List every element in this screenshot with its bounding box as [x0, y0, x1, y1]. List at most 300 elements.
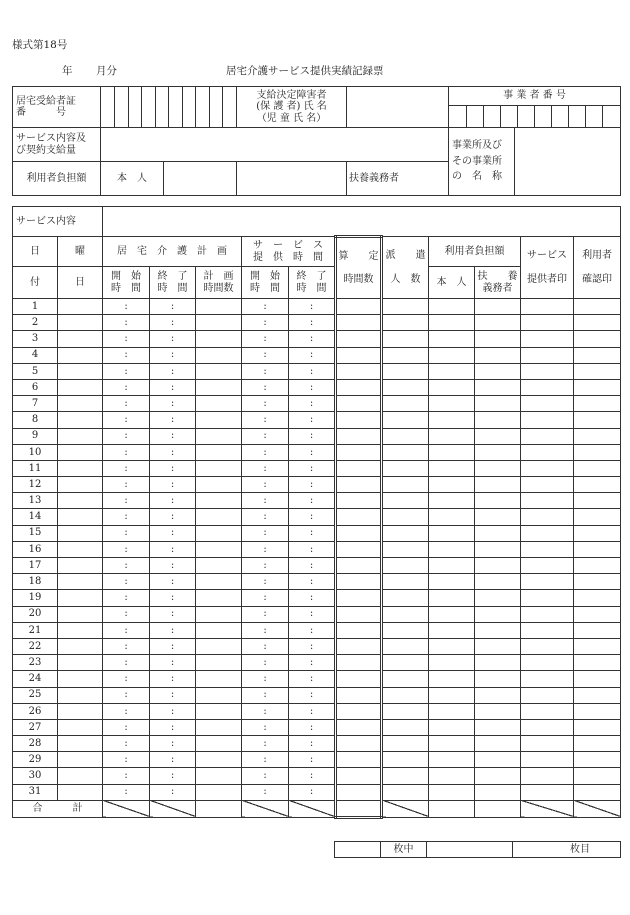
- time-cell[interactable]: :: [103, 379, 150, 395]
- record-cell[interactable]: [521, 299, 574, 315]
- time-cell[interactable]: :: [242, 638, 289, 654]
- record-cell[interactable]: [336, 784, 382, 800]
- record-cell[interactable]: [429, 671, 475, 687]
- time-cell[interactable]: :: [150, 412, 196, 428]
- record-cell[interactable]: [429, 606, 475, 622]
- time-cell[interactable]: :: [150, 655, 196, 671]
- record-cell[interactable]: [58, 622, 103, 638]
- time-cell[interactable]: :: [150, 703, 196, 719]
- record-cell[interactable]: [196, 396, 242, 412]
- record-cell[interactable]: [521, 687, 574, 703]
- time-cell[interactable]: :: [242, 315, 289, 331]
- time-cell[interactable]: :: [150, 622, 196, 638]
- sheet-no-value[interactable]: [427, 842, 513, 858]
- record-cell[interactable]: [336, 703, 382, 719]
- time-cell[interactable]: :: [150, 315, 196, 331]
- time-cell[interactable]: :: [150, 379, 196, 395]
- record-cell[interactable]: [475, 558, 521, 574]
- record-cell[interactable]: [574, 525, 621, 541]
- record-cell[interactable]: [475, 687, 521, 703]
- record-cell[interactable]: [521, 638, 574, 654]
- time-cell[interactable]: :: [150, 590, 196, 606]
- record-cell[interactable]: [196, 315, 242, 331]
- time-cell[interactable]: :: [103, 687, 150, 703]
- time-cell[interactable]: :: [103, 719, 150, 735]
- record-cell[interactable]: [336, 687, 382, 703]
- time-cell[interactable]: :: [242, 590, 289, 606]
- record-cell[interactable]: [196, 331, 242, 347]
- time-cell[interactable]: :: [150, 493, 196, 509]
- total-calc-hours[interactable]: [336, 800, 382, 817]
- record-cell[interactable]: [475, 768, 521, 784]
- time-cell[interactable]: :: [289, 444, 336, 460]
- time-cell[interactable]: :: [150, 541, 196, 557]
- time-cell[interactable]: :: [103, 493, 150, 509]
- record-cell[interactable]: [521, 574, 574, 590]
- time-cell[interactable]: :: [289, 396, 336, 412]
- time-cell[interactable]: :: [103, 509, 150, 525]
- record-cell[interactable]: [475, 396, 521, 412]
- record-cell[interactable]: [336, 493, 382, 509]
- record-cell[interactable]: [521, 736, 574, 752]
- record-cell[interactable]: [196, 606, 242, 622]
- record-cell[interactable]: [574, 784, 621, 800]
- time-cell[interactable]: :: [242, 331, 289, 347]
- record-cell[interactable]: [429, 736, 475, 752]
- time-cell[interactable]: :: [103, 590, 150, 606]
- record-cell[interactable]: [574, 606, 621, 622]
- record-cell[interactable]: [336, 590, 382, 606]
- record-cell[interactable]: [521, 525, 574, 541]
- record-cell[interactable]: [574, 493, 621, 509]
- time-cell[interactable]: :: [150, 299, 196, 315]
- record-cell[interactable]: [521, 509, 574, 525]
- record-cell[interactable]: [475, 622, 521, 638]
- record-cell[interactable]: [58, 574, 103, 590]
- time-cell[interactable]: :: [242, 655, 289, 671]
- time-cell[interactable]: :: [103, 363, 150, 379]
- time-cell[interactable]: :: [289, 606, 336, 622]
- record-cell[interactable]: [475, 671, 521, 687]
- record-cell[interactable]: [475, 606, 521, 622]
- time-cell[interactable]: :: [242, 622, 289, 638]
- record-cell[interactable]: [382, 444, 429, 460]
- record-cell[interactable]: [574, 363, 621, 379]
- record-cell[interactable]: [574, 638, 621, 654]
- record-cell[interactable]: [336, 525, 382, 541]
- time-cell[interactable]: :: [103, 784, 150, 800]
- burden-blank[interactable]: [237, 162, 347, 196]
- time-cell[interactable]: :: [242, 671, 289, 687]
- record-cell[interactable]: [574, 379, 621, 395]
- time-cell[interactable]: :: [150, 477, 196, 493]
- record-cell[interactable]: [196, 558, 242, 574]
- record-cell[interactable]: [475, 525, 521, 541]
- record-cell[interactable]: [521, 444, 574, 460]
- time-cell[interactable]: :: [103, 768, 150, 784]
- record-cell[interactable]: [336, 396, 382, 412]
- record-cell[interactable]: [521, 768, 574, 784]
- time-cell[interactable]: :: [242, 768, 289, 784]
- record-cell[interactable]: [382, 719, 429, 735]
- time-cell[interactable]: :: [150, 460, 196, 476]
- record-cell[interactable]: [429, 687, 475, 703]
- record-cell[interactable]: [475, 736, 521, 752]
- record-cell[interactable]: [336, 315, 382, 331]
- time-cell[interactable]: :: [103, 331, 150, 347]
- record-cell[interactable]: [58, 590, 103, 606]
- record-cell[interactable]: [336, 363, 382, 379]
- record-cell[interactable]: [196, 638, 242, 654]
- record-cell[interactable]: [475, 331, 521, 347]
- time-cell[interactable]: :: [289, 509, 336, 525]
- record-cell[interactable]: [382, 412, 429, 428]
- record-cell[interactable]: [475, 784, 521, 800]
- time-cell[interactable]: :: [103, 460, 150, 476]
- time-cell[interactable]: :: [150, 752, 196, 768]
- record-cell[interactable]: [574, 477, 621, 493]
- time-cell[interactable]: :: [289, 655, 336, 671]
- record-cell[interactable]: [382, 428, 429, 444]
- record-cell[interactable]: [475, 299, 521, 315]
- record-cell[interactable]: [475, 541, 521, 557]
- time-cell[interactable]: :: [242, 396, 289, 412]
- record-cell[interactable]: [429, 574, 475, 590]
- total-cell[interactable]: [475, 800, 521, 817]
- time-cell[interactable]: :: [150, 784, 196, 800]
- record-cell[interactable]: [58, 768, 103, 784]
- record-cell[interactable]: [574, 347, 621, 363]
- record-cell[interactable]: [574, 655, 621, 671]
- time-cell[interactable]: :: [289, 590, 336, 606]
- record-cell[interactable]: [196, 428, 242, 444]
- record-cell[interactable]: [382, 622, 429, 638]
- record-cell[interactable]: [521, 379, 574, 395]
- record-cell[interactable]: [475, 347, 521, 363]
- record-cell[interactable]: [574, 331, 621, 347]
- time-cell[interactable]: :: [242, 347, 289, 363]
- record-cell[interactable]: [429, 396, 475, 412]
- record-cell[interactable]: [521, 622, 574, 638]
- time-cell[interactable]: :: [242, 736, 289, 752]
- time-cell[interactable]: :: [150, 574, 196, 590]
- record-cell[interactable]: [58, 315, 103, 331]
- record-cell[interactable]: [429, 379, 475, 395]
- business-no-boxes[interactable]: [449, 106, 620, 127]
- record-cell[interactable]: [336, 412, 382, 428]
- record-cell[interactable]: [574, 299, 621, 315]
- record-cell[interactable]: [521, 477, 574, 493]
- time-cell[interactable]: :: [289, 460, 336, 476]
- record-cell[interactable]: [574, 460, 621, 476]
- record-cell[interactable]: [382, 671, 429, 687]
- record-cell[interactable]: [574, 687, 621, 703]
- record-cell[interactable]: [521, 752, 574, 768]
- office-name[interactable]: [515, 128, 621, 196]
- record-cell[interactable]: [574, 541, 621, 557]
- record-cell[interactable]: [382, 541, 429, 557]
- record-cell[interactable]: [58, 784, 103, 800]
- record-cell[interactable]: [521, 347, 574, 363]
- record-cell[interactable]: [475, 703, 521, 719]
- time-cell[interactable]: :: [289, 541, 336, 557]
- record-cell[interactable]: [429, 299, 475, 315]
- record-cell[interactable]: [521, 703, 574, 719]
- time-cell[interactable]: :: [150, 509, 196, 525]
- time-cell[interactable]: :: [103, 347, 150, 363]
- record-cell[interactable]: [58, 606, 103, 622]
- time-cell[interactable]: :: [150, 687, 196, 703]
- record-cell[interactable]: [58, 509, 103, 525]
- time-cell[interactable]: :: [150, 363, 196, 379]
- time-cell[interactable]: :: [289, 331, 336, 347]
- record-cell[interactable]: [382, 379, 429, 395]
- record-cell[interactable]: [336, 768, 382, 784]
- time-cell[interactable]: :: [103, 671, 150, 687]
- record-cell[interactable]: [336, 752, 382, 768]
- time-cell[interactable]: :: [103, 315, 150, 331]
- time-cell[interactable]: :: [150, 719, 196, 735]
- record-cell[interactable]: [336, 509, 382, 525]
- decision-holder-name[interactable]: [347, 87, 449, 128]
- record-cell[interactable]: [429, 460, 475, 476]
- record-cell[interactable]: [382, 477, 429, 493]
- time-cell[interactable]: :: [150, 671, 196, 687]
- record-cell[interactable]: [336, 347, 382, 363]
- record-cell[interactable]: [58, 444, 103, 460]
- record-cell[interactable]: [58, 412, 103, 428]
- time-cell[interactable]: :: [289, 347, 336, 363]
- record-cell[interactable]: [574, 396, 621, 412]
- total-cell[interactable]: [429, 800, 475, 817]
- time-cell[interactable]: :: [289, 558, 336, 574]
- record-cell[interactable]: [521, 315, 574, 331]
- time-cell[interactable]: :: [242, 541, 289, 557]
- record-cell[interactable]: [382, 606, 429, 622]
- record-cell[interactable]: [336, 299, 382, 315]
- record-cell[interactable]: [196, 525, 242, 541]
- record-cell[interactable]: [429, 363, 475, 379]
- record-cell[interactable]: [574, 412, 621, 428]
- record-cell[interactable]: [475, 315, 521, 331]
- record-cell[interactable]: [196, 574, 242, 590]
- record-cell[interactable]: [475, 379, 521, 395]
- record-cell[interactable]: [429, 638, 475, 654]
- time-cell[interactable]: :: [242, 299, 289, 315]
- record-cell[interactable]: [382, 299, 429, 315]
- record-cell[interactable]: [521, 590, 574, 606]
- time-cell[interactable]: :: [150, 736, 196, 752]
- record-cell[interactable]: [58, 363, 103, 379]
- time-cell[interactable]: :: [289, 525, 336, 541]
- time-cell[interactable]: :: [242, 525, 289, 541]
- record-cell[interactable]: [521, 606, 574, 622]
- time-cell[interactable]: :: [242, 752, 289, 768]
- record-cell[interactable]: [336, 622, 382, 638]
- time-cell[interactable]: :: [103, 396, 150, 412]
- time-cell[interactable]: :: [289, 736, 336, 752]
- record-cell[interactable]: [336, 655, 382, 671]
- record-cell[interactable]: [196, 363, 242, 379]
- time-cell[interactable]: :: [289, 493, 336, 509]
- record-cell[interactable]: [336, 541, 382, 557]
- burden-self-value[interactable]: [164, 162, 237, 195]
- record-cell[interactable]: [429, 347, 475, 363]
- record-cell[interactable]: [58, 719, 103, 735]
- recipient-no-boxes[interactable]: [101, 87, 237, 128]
- time-cell[interactable]: :: [150, 428, 196, 444]
- time-cell[interactable]: :: [242, 703, 289, 719]
- record-cell[interactable]: [574, 574, 621, 590]
- record-cell[interactable]: [429, 477, 475, 493]
- record-cell[interactable]: [58, 638, 103, 654]
- record-cell[interactable]: [336, 606, 382, 622]
- record-cell[interactable]: [58, 379, 103, 395]
- record-cell[interactable]: [475, 428, 521, 444]
- record-cell[interactable]: [58, 347, 103, 363]
- record-cell[interactable]: [382, 509, 429, 525]
- time-cell[interactable]: :: [289, 477, 336, 493]
- time-cell[interactable]: :: [103, 638, 150, 654]
- record-cell[interactable]: [574, 752, 621, 768]
- record-cell[interactable]: [58, 558, 103, 574]
- record-cell[interactable]: [574, 315, 621, 331]
- time-cell[interactable]: :: [289, 622, 336, 638]
- time-cell[interactable]: :: [150, 347, 196, 363]
- time-cell[interactable]: :: [103, 477, 150, 493]
- time-cell[interactable]: :: [289, 412, 336, 428]
- time-cell[interactable]: :: [150, 638, 196, 654]
- record-cell[interactable]: [475, 493, 521, 509]
- record-cell[interactable]: [521, 655, 574, 671]
- record-cell[interactable]: [336, 736, 382, 752]
- record-cell[interactable]: [58, 299, 103, 315]
- time-cell[interactable]: :: [242, 784, 289, 800]
- record-cell[interactable]: [196, 379, 242, 395]
- time-cell[interactable]: :: [289, 752, 336, 768]
- record-cell[interactable]: [196, 768, 242, 784]
- time-cell[interactable]: :: [103, 299, 150, 315]
- time-cell[interactable]: :: [289, 574, 336, 590]
- record-cell[interactable]: [336, 719, 382, 735]
- record-cell[interactable]: [574, 719, 621, 735]
- record-cell[interactable]: [382, 493, 429, 509]
- record-cell[interactable]: [196, 671, 242, 687]
- time-cell[interactable]: :: [289, 638, 336, 654]
- time-cell[interactable]: :: [103, 412, 150, 428]
- time-cell[interactable]: :: [150, 525, 196, 541]
- time-cell[interactable]: :: [103, 541, 150, 557]
- time-cell[interactable]: :: [150, 606, 196, 622]
- time-cell[interactable]: :: [103, 525, 150, 541]
- record-cell[interactable]: [382, 687, 429, 703]
- record-cell[interactable]: [58, 460, 103, 476]
- record-cell[interactable]: [196, 719, 242, 735]
- record-cell[interactable]: [336, 574, 382, 590]
- time-cell[interactable]: :: [242, 606, 289, 622]
- record-cell[interactable]: [382, 396, 429, 412]
- time-cell[interactable]: :: [150, 396, 196, 412]
- record-cell[interactable]: [521, 719, 574, 735]
- record-cell[interactable]: [475, 719, 521, 735]
- record-cell[interactable]: [429, 590, 475, 606]
- record-cell[interactable]: [336, 428, 382, 444]
- record-cell[interactable]: [574, 509, 621, 525]
- record-cell[interactable]: [336, 638, 382, 654]
- record-cell[interactable]: [574, 590, 621, 606]
- record-cell[interactable]: [58, 736, 103, 752]
- time-cell[interactable]: :: [289, 379, 336, 395]
- time-cell[interactable]: :: [103, 558, 150, 574]
- sheet-total-value[interactable]: [335, 842, 381, 858]
- record-cell[interactable]: [429, 558, 475, 574]
- record-cell[interactable]: [521, 331, 574, 347]
- record-cell[interactable]: [429, 331, 475, 347]
- record-cell[interactable]: [429, 768, 475, 784]
- record-cell[interactable]: [475, 655, 521, 671]
- total-cell[interactable]: [196, 800, 242, 817]
- time-cell[interactable]: :: [150, 444, 196, 460]
- record-cell[interactable]: [429, 655, 475, 671]
- record-cell[interactable]: [196, 477, 242, 493]
- record-cell[interactable]: [196, 687, 242, 703]
- time-cell[interactable]: :: [289, 315, 336, 331]
- time-cell[interactable]: :: [150, 331, 196, 347]
- time-cell[interactable]: :: [242, 687, 289, 703]
- time-cell[interactable]: :: [242, 719, 289, 735]
- record-cell[interactable]: [429, 752, 475, 768]
- record-cell[interactable]: [382, 703, 429, 719]
- time-cell[interactable]: :: [289, 768, 336, 784]
- time-cell[interactable]: :: [242, 379, 289, 395]
- record-cell[interactable]: [475, 574, 521, 590]
- record-cell[interactable]: [336, 379, 382, 395]
- record-cell[interactable]: [574, 671, 621, 687]
- record-cell[interactable]: [382, 331, 429, 347]
- time-cell[interactable]: :: [289, 703, 336, 719]
- record-cell[interactable]: [382, 655, 429, 671]
- record-cell[interactable]: [382, 752, 429, 768]
- record-cell[interactable]: [475, 412, 521, 428]
- record-cell[interactable]: [521, 396, 574, 412]
- record-cell[interactable]: [196, 493, 242, 509]
- record-cell[interactable]: [429, 412, 475, 428]
- time-cell[interactable]: :: [103, 444, 150, 460]
- record-cell[interactable]: [336, 558, 382, 574]
- record-cell[interactable]: [521, 558, 574, 574]
- record-cell[interactable]: [382, 315, 429, 331]
- service-contract-value[interactable]: [101, 128, 449, 162]
- record-cell[interactable]: [475, 509, 521, 525]
- record-cell[interactable]: [58, 541, 103, 557]
- record-cell[interactable]: [429, 525, 475, 541]
- record-cell[interactable]: [382, 574, 429, 590]
- record-cell[interactable]: [336, 477, 382, 493]
- record-cell[interactable]: [196, 541, 242, 557]
- record-cell[interactable]: [475, 460, 521, 476]
- time-cell[interactable]: :: [150, 768, 196, 784]
- time-cell[interactable]: :: [103, 736, 150, 752]
- record-cell[interactable]: [574, 428, 621, 444]
- record-cell[interactable]: [429, 315, 475, 331]
- time-cell[interactable]: :: [242, 460, 289, 476]
- record-cell[interactable]: [196, 460, 242, 476]
- record-cell[interactable]: [574, 703, 621, 719]
- record-cell[interactable]: [58, 687, 103, 703]
- record-cell[interactable]: [382, 784, 429, 800]
- time-cell[interactable]: :: [289, 784, 336, 800]
- time-cell[interactable]: :: [242, 509, 289, 525]
